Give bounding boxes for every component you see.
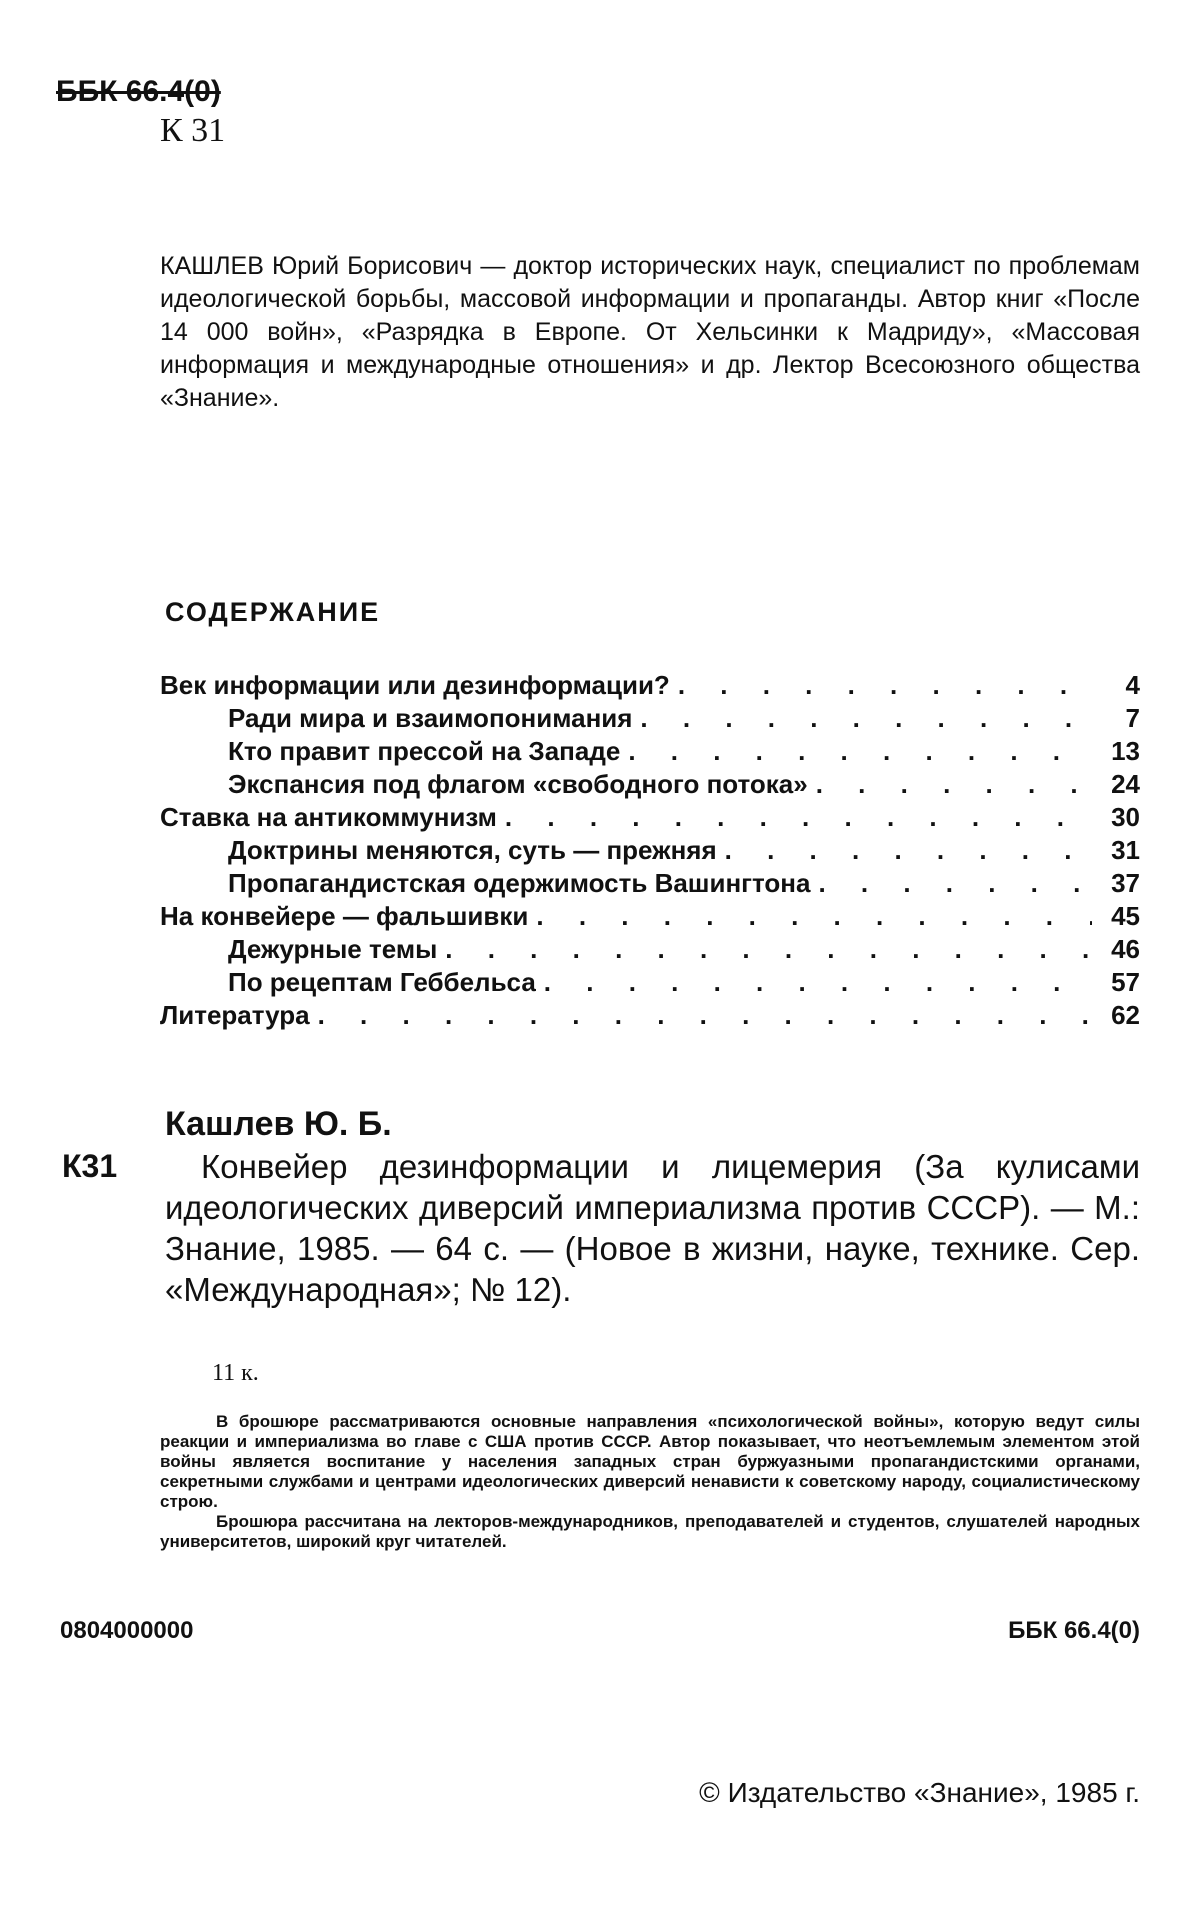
toc-leader-dots [816, 769, 1092, 800]
toc-entry-label: По рецептам Геббельса [228, 967, 536, 997]
publication-code: 0804000000 [60, 1617, 194, 1644]
toc-entry-label: Кто правит прессой на Западе [228, 736, 621, 766]
toc-entry-page: 4 [1125, 670, 1140, 700]
toc-leader-dots [544, 967, 1092, 998]
toc-entry-label: Ставка на антикоммунизм [160, 802, 497, 832]
catalog-description: Конвейер дезинформации и лицемерия (За кулисами идеологических диверсий империализма против СССР). — М.: Знание, 1985. — 64 с. — (Новое в жизни, науке, технике. Сер. «Международная»; № 12). [165, 1148, 1140, 1308]
toc-leader-dots [505, 802, 1092, 833]
toc-entry-label: Доктрины меняются, суть — прежняя [228, 835, 717, 865]
catalog-index: К 31 [160, 112, 226, 149]
toc-entry-page: 46 [1111, 934, 1140, 964]
toc-entry-page: 24 [1111, 769, 1140, 799]
toc-entry [160, 734, 1140, 767]
toc-entry [160, 833, 1140, 866]
toc-entry-label: Экспансия под флагом «свободного потока» [228, 769, 808, 799]
toc-leader-dots [536, 901, 1092, 932]
toc-entry [160, 767, 1140, 800]
toc-entry-label: На конвейере — фальшивки [160, 901, 529, 931]
toc-entry-page: 37 [1111, 868, 1140, 898]
toc-entry [160, 998, 1140, 1031]
toc-leader-dots [725, 835, 1092, 866]
catalog-author: Кашлев Ю. Б. [165, 1105, 392, 1143]
toc-entry [160, 668, 1140, 701]
toc-entry [160, 866, 1140, 899]
toc-entry-page: 13 [1111, 736, 1140, 766]
annotation [160, 1412, 1140, 1552]
bbk-code-struck: ББК 66.4(0) [56, 75, 221, 108]
toc-entry-page: 30 [1111, 802, 1140, 832]
table-of-contents [160, 668, 1140, 1031]
annotation-paragraph: В брошюре рассматриваются основные направления «психологической войны», которую ведут силы реакции и империализма во главе с США против СССР. Автор показывает, что неотъемлемым элементом этой войны является воспитание у населения западных стран буржуазными пропагандистскими органами, секретными службами и центрами идеологических диверсий ненависти к советскому народу, социалистическому строю. [160, 1412, 1140, 1511]
toc-entry-label: Литература [160, 1000, 310, 1030]
toc-entry [160, 899, 1140, 932]
bbk-code: ББК 66.4(0) [1008, 1617, 1140, 1644]
toc-leader-dots [678, 670, 1092, 701]
author-bio: КАШЛЕВ Юрий Борисович — доктор исторических наук, специалист по проблемам идеологической борьбы, массовой информации и пропаганды. Автор книг «После 14 000 войн», «Разрядка в Европе. От Хельсинки к Мадриду», «Массовая информация и международные отношения» и др. Лектор Всесоюзного общества «Знание». [160, 252, 1140, 412]
toc-leader-dots [818, 868, 1092, 899]
toc-entry [160, 932, 1140, 965]
toc-entry [160, 701, 1140, 734]
toc-leader-dots [628, 736, 1092, 767]
toc-entry [160, 965, 1140, 998]
price: 11 к. [212, 1360, 259, 1386]
toc-entry-page: 31 [1111, 835, 1140, 865]
toc-leader-dots [445, 934, 1092, 965]
catalog-code: К31 [62, 1148, 118, 1184]
toc-entry-page: 45 [1111, 901, 1140, 931]
toc-title: СОДЕРЖАНИЕ [165, 597, 381, 627]
toc-entry-page: 57 [1111, 967, 1140, 997]
toc-entry-label: Дежурные темы [228, 934, 438, 964]
toc-entry-label: Век информации или дезинформации? [160, 670, 670, 700]
annotation-paragraph: Брошюра рассчитана на лекторов-международников, преподавателей и студентов, слушателей народных университетов, широкий круг читателей. [160, 1512, 1140, 1551]
toc-entry-label: Ради мира и взаимопонимания [228, 703, 633, 733]
toc-entry-page: 62 [1111, 1000, 1140, 1030]
toc-entry-page: 7 [1125, 703, 1140, 733]
toc-entry [160, 800, 1140, 833]
toc-entry-label: Пропагандистская одержимость Вашингтона [228, 868, 811, 898]
toc-leader-dots [640, 703, 1092, 734]
toc-leader-dots [318, 1000, 1092, 1031]
copyright-line: © Издательство «Знание», 1985 г. [699, 1777, 1140, 1808]
